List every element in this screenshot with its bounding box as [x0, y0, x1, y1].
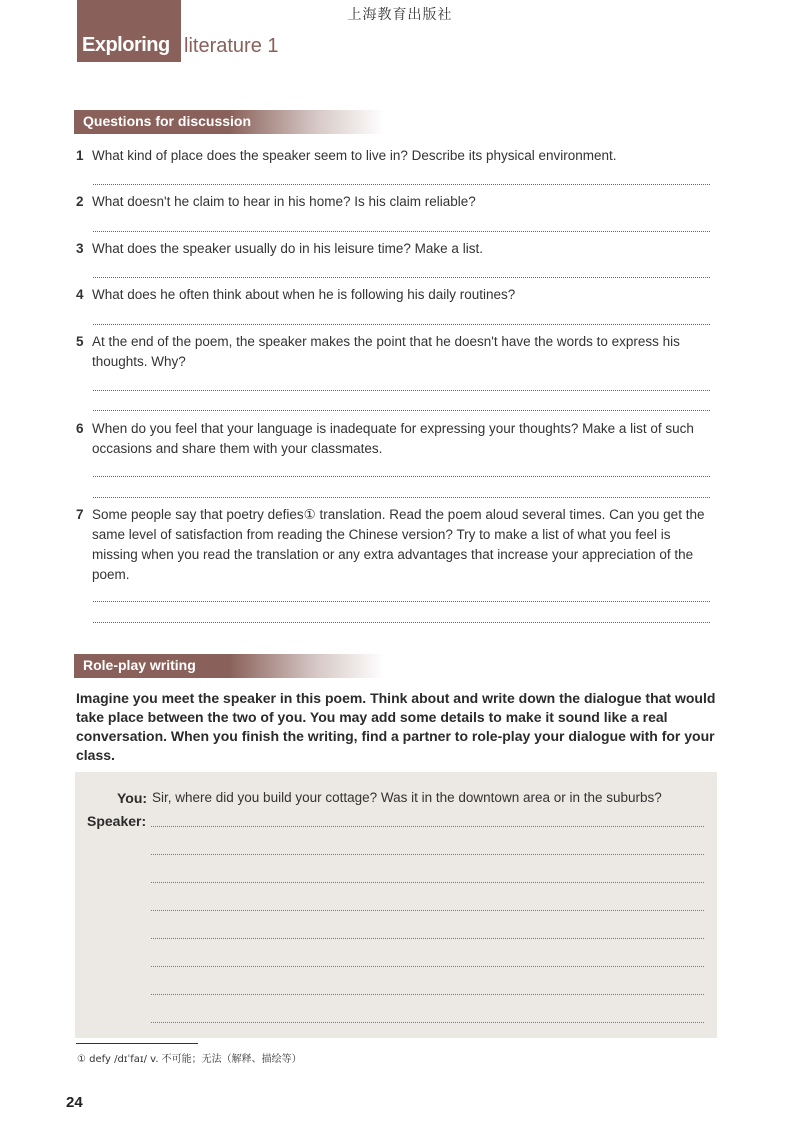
question-text: What does the speaker usually do in his leisure time? Make a list. — [92, 241, 483, 256]
question-number: 2 — [76, 194, 84, 209]
question-number: 7 — [76, 507, 84, 522]
dialogue-line[interactable] — [151, 826, 704, 827]
question-text: What does he often think about when he is following his daily routines? — [92, 287, 516, 302]
footnote-rule — [76, 1043, 198, 1044]
question-text: What kind of place does the speaker seem to live in? Describe its physical environment. — [92, 148, 617, 163]
answer-line[interactable] — [93, 390, 710, 391]
question-number: 6 — [76, 421, 84, 436]
dialogue-line[interactable] — [151, 994, 704, 995]
section-header-discussion — [74, 110, 384, 134]
answer-line[interactable] — [93, 476, 710, 477]
answer-line[interactable] — [93, 622, 710, 623]
footnote: ① defy /dɪˈfaɪ/ v. 不可能；无法（解释、描绘等） — [77, 1054, 302, 1065]
dialogue-line[interactable] — [151, 938, 704, 939]
answer-line[interactable] — [93, 410, 710, 411]
answer-line[interactable] — [93, 324, 710, 325]
chapter-title-bold: Exploring — [82, 34, 170, 56]
dialogue-line[interactable] — [151, 854, 704, 855]
question-number: 4 — [76, 287, 84, 302]
question-text: When do you feel that your language is inadequate for expressing your thoughts? Make a list of such occasions and share them with your classmates. — [92, 421, 694, 456]
dialogue-box — [75, 772, 717, 1038]
dialogue-line[interactable] — [151, 882, 704, 883]
chapter-title-rest: literature 1 — [184, 35, 279, 57]
question-number: 1 — [76, 148, 84, 163]
answer-line[interactable] — [93, 277, 710, 278]
answer-line[interactable] — [93, 184, 710, 185]
you-line-text: Sir, where did you build your cottage? Was it in the downtown area or in the suburbs? — [152, 790, 662, 805]
page-number: 24 — [66, 1094, 83, 1111]
publisher-name: 上海教育出版社 — [347, 7, 453, 23]
section-header-roleplay — [74, 654, 384, 678]
answer-line[interactable] — [93, 231, 710, 232]
roleplay-instructions: Imagine you meet the speaker in this poem. Think about and write down the dialogue that would take place between the two of you. You may add some details to make it sound like a real conversation. When you finish the writing, find a partner to role-play your dialogue with for your class. — [76, 690, 716, 763]
question-number: 5 — [76, 334, 84, 349]
question-text: At the end of the poem, the speaker makes the point that he doesn't have the words to express his thoughts. Why? — [92, 334, 680, 369]
question-text: Some people say that poetry defies① translation. Read the poem aloud several times. Can you get the same level of satisfaction from reading the Chinese version? Try to make a list of what you feel is missing when you read the translation or any extra advantages that increase your appreciation of the poem. — [92, 507, 705, 582]
section-heading: Questions for discussion — [83, 113, 252, 129]
speaker-label: Speaker: — [87, 813, 147, 829]
dialogue-line[interactable] — [151, 1022, 704, 1023]
answer-line[interactable] — [93, 601, 710, 602]
question-number: 3 — [76, 241, 84, 256]
chapter-title-box — [77, 0, 181, 62]
answer-line[interactable] — [93, 497, 710, 498]
section-heading: Role-play writing — [83, 657, 196, 673]
dialogue-line[interactable] — [151, 966, 704, 967]
dialogue-line[interactable] — [151, 910, 704, 911]
you-label: You: — [117, 790, 148, 806]
question-text: What doesn't he claim to hear in his home? Is his claim reliable? — [92, 194, 476, 209]
